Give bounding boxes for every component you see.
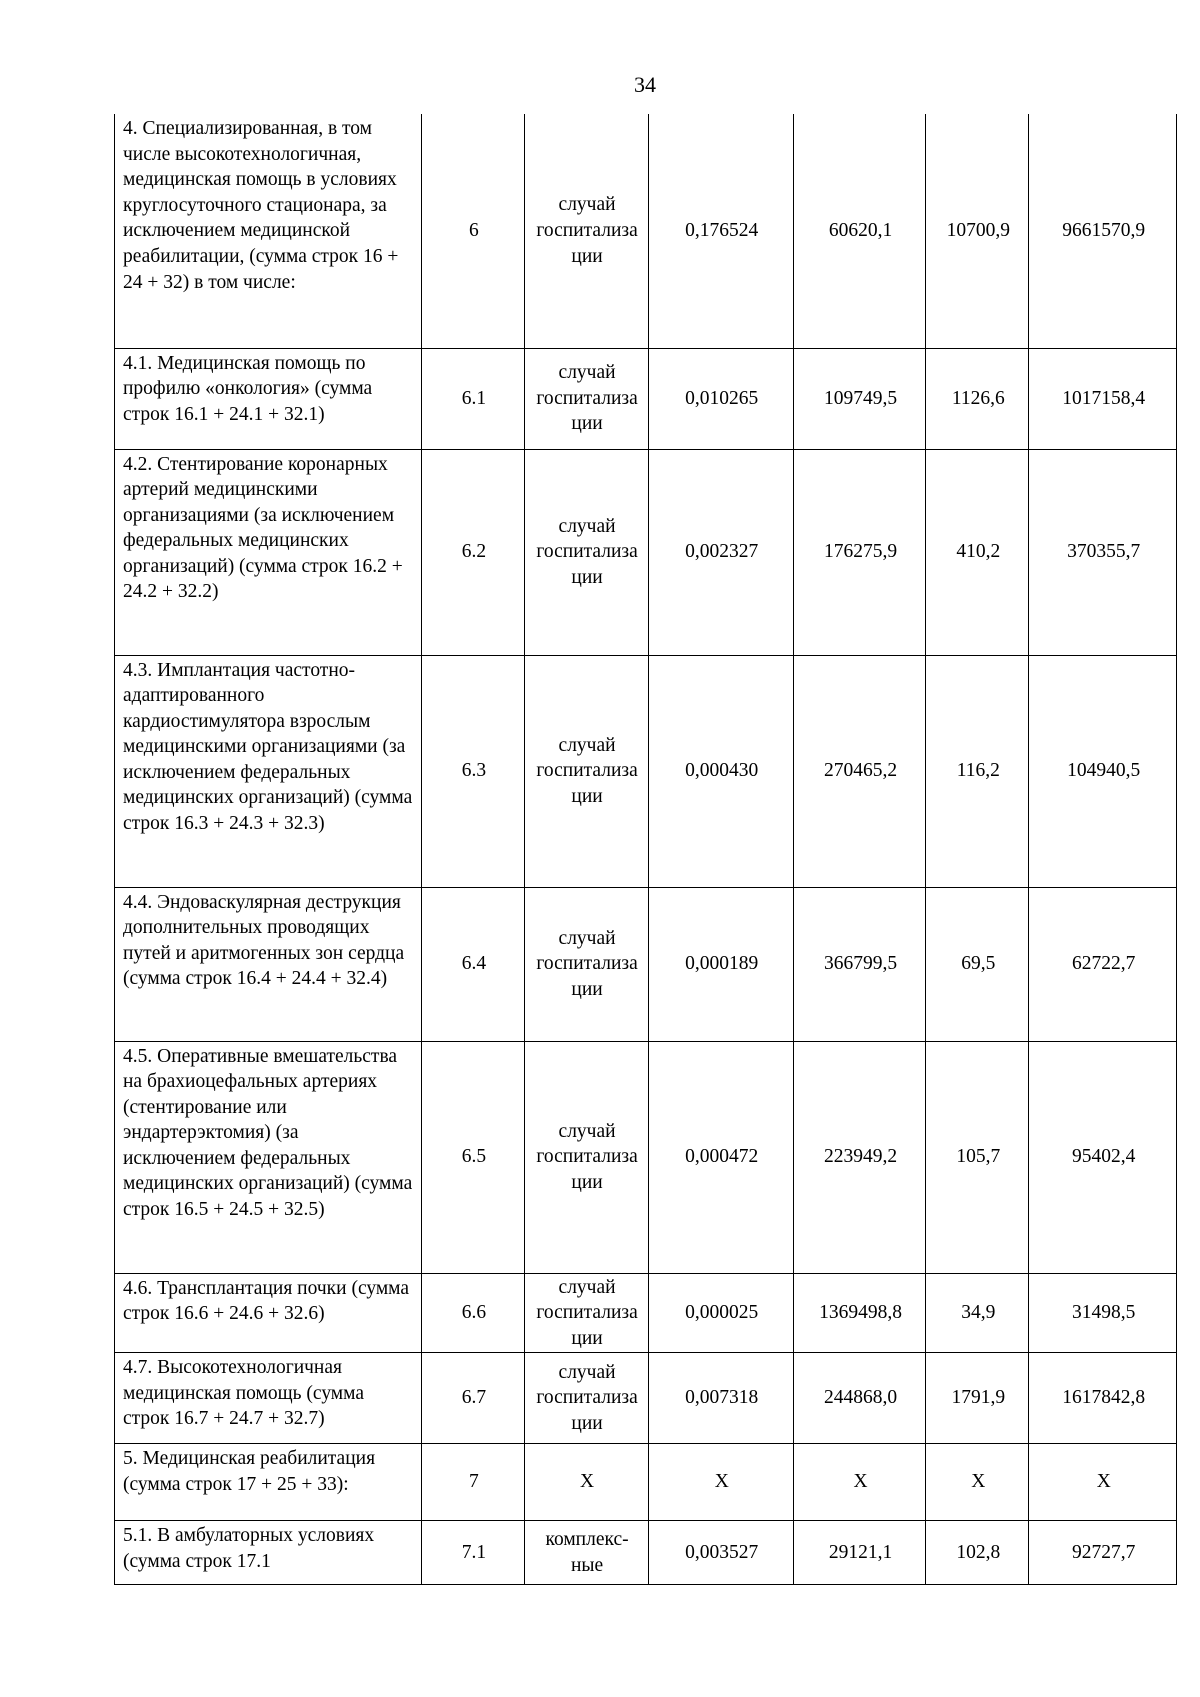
row-name-text: 4. Специализированная, в том числе высокотехнологичная, медицинская помощь в условиях круглосуточного стационара, за исключением медицинской реабилитации, (сумма строк 16 + 24 + 32) в том числе:: [123, 118, 399, 293]
row-number-cell: [422, 1353, 524, 1444]
row-number-cell: [422, 449, 524, 655]
table-row: [115, 348, 1177, 449]
table-row: [115, 887, 1177, 1041]
table-row: [115, 1521, 1177, 1585]
total-text: 370355,7: [1067, 541, 1141, 563]
total-text: 9661570,9: [1062, 219, 1146, 241]
per-capita-text: 102,8: [956, 1541, 1001, 1563]
row-name-text: 4.7. Высокотехнологичная медицинская помощь (сумма строк 16.7 + 24.7 + 32.7): [123, 1357, 365, 1430]
unit-cell: [524, 1353, 648, 1444]
table-row: [115, 655, 1177, 887]
per-capita-text: 105,7: [956, 1146, 1001, 1168]
row-number-cell: [422, 114, 524, 348]
cost-cell: [793, 1353, 925, 1444]
per-capita-text: 1126,6: [951, 387, 1005, 409]
cost-cell: [793, 887, 925, 1041]
per-capita-cell: [926, 348, 1029, 449]
per-capita-cell: [926, 1444, 1029, 1521]
row-name-text: 4.2. Стентирование коронарных артерий медицинскими организациями (за исключением федеральных медицинских организаций) (сумма строк 16.2 + 24.2 + 32.2): [123, 453, 403, 603]
total-cell: [1029, 655, 1177, 887]
row-name-cell: [115, 887, 422, 1041]
row-name-text: 4.6. Трансплантация почки (сумма строк 16.6 + 24.6 + 32.6): [123, 1277, 410, 1325]
row-number-text: 6.6: [461, 1302, 487, 1324]
norm-cell: [648, 449, 793, 655]
unit-text: случай госпитализа ции: [536, 734, 638, 807]
cost-text: 270465,2: [823, 760, 898, 782]
unit-cell: [524, 1273, 648, 1353]
table-row: [115, 1444, 1177, 1521]
unit-text: случай госпитализа ции: [536, 1361, 638, 1435]
row-number-cell: [422, 1444, 524, 1521]
total-cell: [1029, 1273, 1177, 1353]
unit-text: случай госпитализа ции: [536, 1120, 638, 1193]
cost-cell: [793, 449, 925, 655]
row-name-text: 4.3. Имплантация частотно-адаптированного кардиостимулятора взрослым медицинскими организациями (за исключением федеральных медицинских организаций) (сумма строк 16.3 + 24.3 + 32.3): [123, 659, 413, 835]
page-number: 34: [634, 72, 656, 97]
unit-cell: [524, 449, 648, 655]
per-capita-text: 10700,9: [946, 219, 1010, 241]
norm-cell: [648, 1041, 793, 1273]
total-cell: [1029, 1041, 1177, 1273]
norm-text: 0,003527: [685, 1541, 759, 1563]
normatives-table: [114, 114, 1177, 1585]
row-number-text: 6.3: [461, 760, 487, 782]
cost-text: 1369498,8: [819, 1302, 902, 1324]
per-capita-text: 410,2: [956, 541, 1001, 563]
table-row: [115, 1353, 1177, 1444]
unit-text: комплекс-ные: [545, 1529, 629, 1576]
cost-text: 223949,2: [823, 1146, 898, 1168]
unit-text: случай госпитализа ции: [536, 194, 638, 267]
cost-cell: [793, 114, 925, 348]
row-name-cell: [115, 1521, 422, 1585]
unit-text: Х: [580, 1471, 595, 1493]
unit-cell: [524, 887, 648, 1041]
row-number-text: 6.4: [461, 953, 487, 975]
row-name-text: 4.4. Эндоваскулярная деструкция дополнительных проводящих путей и аритмогенных зон сердца (сумма строк 16.4 + 24.4 + 32.4): [123, 891, 405, 990]
table-row: [115, 449, 1177, 655]
row-name-text: 4.1. Медицинская помощь по профилю «онкология» (сумма строк 16.1 + 24.1 + 32.1): [123, 352, 373, 425]
norm-cell: [648, 655, 793, 887]
total-text: 1017158,4: [1062, 387, 1146, 409]
norm-text: 0,000472: [685, 1146, 759, 1168]
total-text: 62722,7: [1072, 953, 1136, 975]
unit-cell: [524, 114, 648, 348]
per-capita-cell: [926, 887, 1029, 1041]
cost-cell: [793, 1444, 925, 1521]
cost-text: Х: [853, 1471, 868, 1493]
norm-text: 0,007318: [685, 1387, 759, 1409]
row-number-cell: [422, 348, 524, 449]
norm-text: 0,000025: [685, 1302, 759, 1324]
cost-cell: [793, 1041, 925, 1273]
per-capita-cell: [926, 655, 1029, 887]
row-number-cell: [422, 655, 524, 887]
row-number-text: 6: [469, 219, 479, 241]
unit-text: случай госпитализа ции: [536, 362, 638, 435]
row-name-cell: [115, 1444, 422, 1521]
norm-cell: [648, 1521, 793, 1585]
norm-text: Х: [714, 1471, 729, 1493]
per-capita-cell: [926, 1041, 1029, 1273]
total-cell: [1029, 1353, 1177, 1444]
row-name-cell: [115, 114, 422, 348]
table-row: [115, 1041, 1177, 1273]
row-number-text: 6.1: [461, 387, 487, 409]
per-capita-cell: [926, 1353, 1029, 1444]
row-number-text: 7.1: [461, 1541, 487, 1563]
row-number-cell: [422, 887, 524, 1041]
total-text: 95402,4: [1072, 1146, 1136, 1168]
row-name-cell: [115, 449, 422, 655]
table-row: [115, 114, 1177, 348]
cost-cell: [793, 1273, 925, 1353]
norm-text: 0,010265: [685, 387, 759, 409]
cost-cell: [793, 655, 925, 887]
row-name-cell: [115, 1273, 422, 1353]
unit-cell: [524, 655, 648, 887]
unit-text: случай госпитализа ции: [536, 927, 638, 1000]
total-cell: [1029, 887, 1177, 1041]
row-number-cell: [422, 1041, 524, 1273]
norm-text: 0,002327: [685, 541, 759, 563]
row-number-text: 7: [469, 1471, 479, 1493]
table-row: [115, 1273, 1177, 1353]
norm-cell: [648, 348, 793, 449]
total-cell: [1029, 449, 1177, 655]
row-number-text: 6.7: [461, 1387, 487, 1409]
unit-cell: [524, 1521, 648, 1585]
total-cell: [1029, 114, 1177, 348]
total-cell: [1029, 348, 1177, 449]
cost-text: 244868,0: [823, 1387, 898, 1409]
norm-text: 0,000189: [685, 953, 759, 975]
norm-cell: [648, 887, 793, 1041]
row-name-text: 4.5. Оперативные вмешательства на брахиоцефальных артериях (стентирование или эндартерэктомия) (за исключением федеральных медицинских организаций) (сумма строк 16.5 + 24.5 + 32.5): [123, 1045, 413, 1221]
unit-text: случай госпитализа ции: [536, 1276, 638, 1349]
cost-text: 29121,1: [828, 1541, 893, 1563]
total-text: 104940,5: [1067, 760, 1141, 782]
unit-cell: [524, 1444, 648, 1521]
cost-cell: [793, 1521, 925, 1585]
per-capita-text: 34,9: [961, 1302, 996, 1324]
row-name-text: 5.1. В амбулаторных условиях (сумма строк 17.1: [123, 1525, 375, 1572]
row-number-text: 6.2: [461, 541, 487, 563]
norm-cell: [648, 114, 793, 348]
cost-text: 366799,5: [823, 953, 898, 975]
cost-cell: [793, 348, 925, 449]
norm-cell: [648, 1444, 793, 1521]
per-capita-cell: [926, 1521, 1029, 1585]
total-text: 92727,7: [1072, 1541, 1136, 1563]
per-capita-cell: [926, 114, 1029, 348]
cost-text: 109749,5: [823, 387, 898, 409]
per-capita-cell: [926, 1273, 1029, 1353]
total-text: Х: [1096, 1471, 1111, 1493]
per-capita-text: 69,5: [961, 953, 996, 975]
total-cell: [1029, 1444, 1177, 1521]
row-name-cell: [115, 1041, 422, 1273]
row-number-cell: [422, 1521, 524, 1585]
row-name-cell: [115, 348, 422, 449]
norm-cell: [648, 1273, 793, 1353]
total-cell: [1029, 1521, 1177, 1585]
total-text: 1617842,8: [1062, 1387, 1146, 1409]
row-name-cell: [115, 655, 422, 887]
row-name-cell: [115, 1353, 422, 1444]
norm-text: 0,176524: [685, 219, 759, 241]
per-capita-text: 1791,9: [951, 1387, 1006, 1409]
per-capita-text: 116,2: [956, 760, 1000, 782]
per-capita-text: Х: [971, 1471, 986, 1493]
row-name-text: 5. Медицинская реабилитация (сумма строк 17 + 25 + 33):: [123, 1448, 376, 1495]
row-number-cell: [422, 1273, 524, 1353]
per-capita-cell: [926, 449, 1029, 655]
norm-cell: [648, 1353, 793, 1444]
cost-text: 60620,1: [828, 219, 893, 241]
total-text: 31498,5: [1072, 1302, 1136, 1324]
norm-text: 0,000430: [685, 760, 759, 782]
cost-text: 176275,9: [823, 541, 898, 563]
unit-cell: [524, 348, 648, 449]
row-number-text: 6.5: [461, 1146, 487, 1168]
unit-cell: [524, 1041, 648, 1273]
unit-text: случай госпитализа ции: [536, 515, 638, 588]
